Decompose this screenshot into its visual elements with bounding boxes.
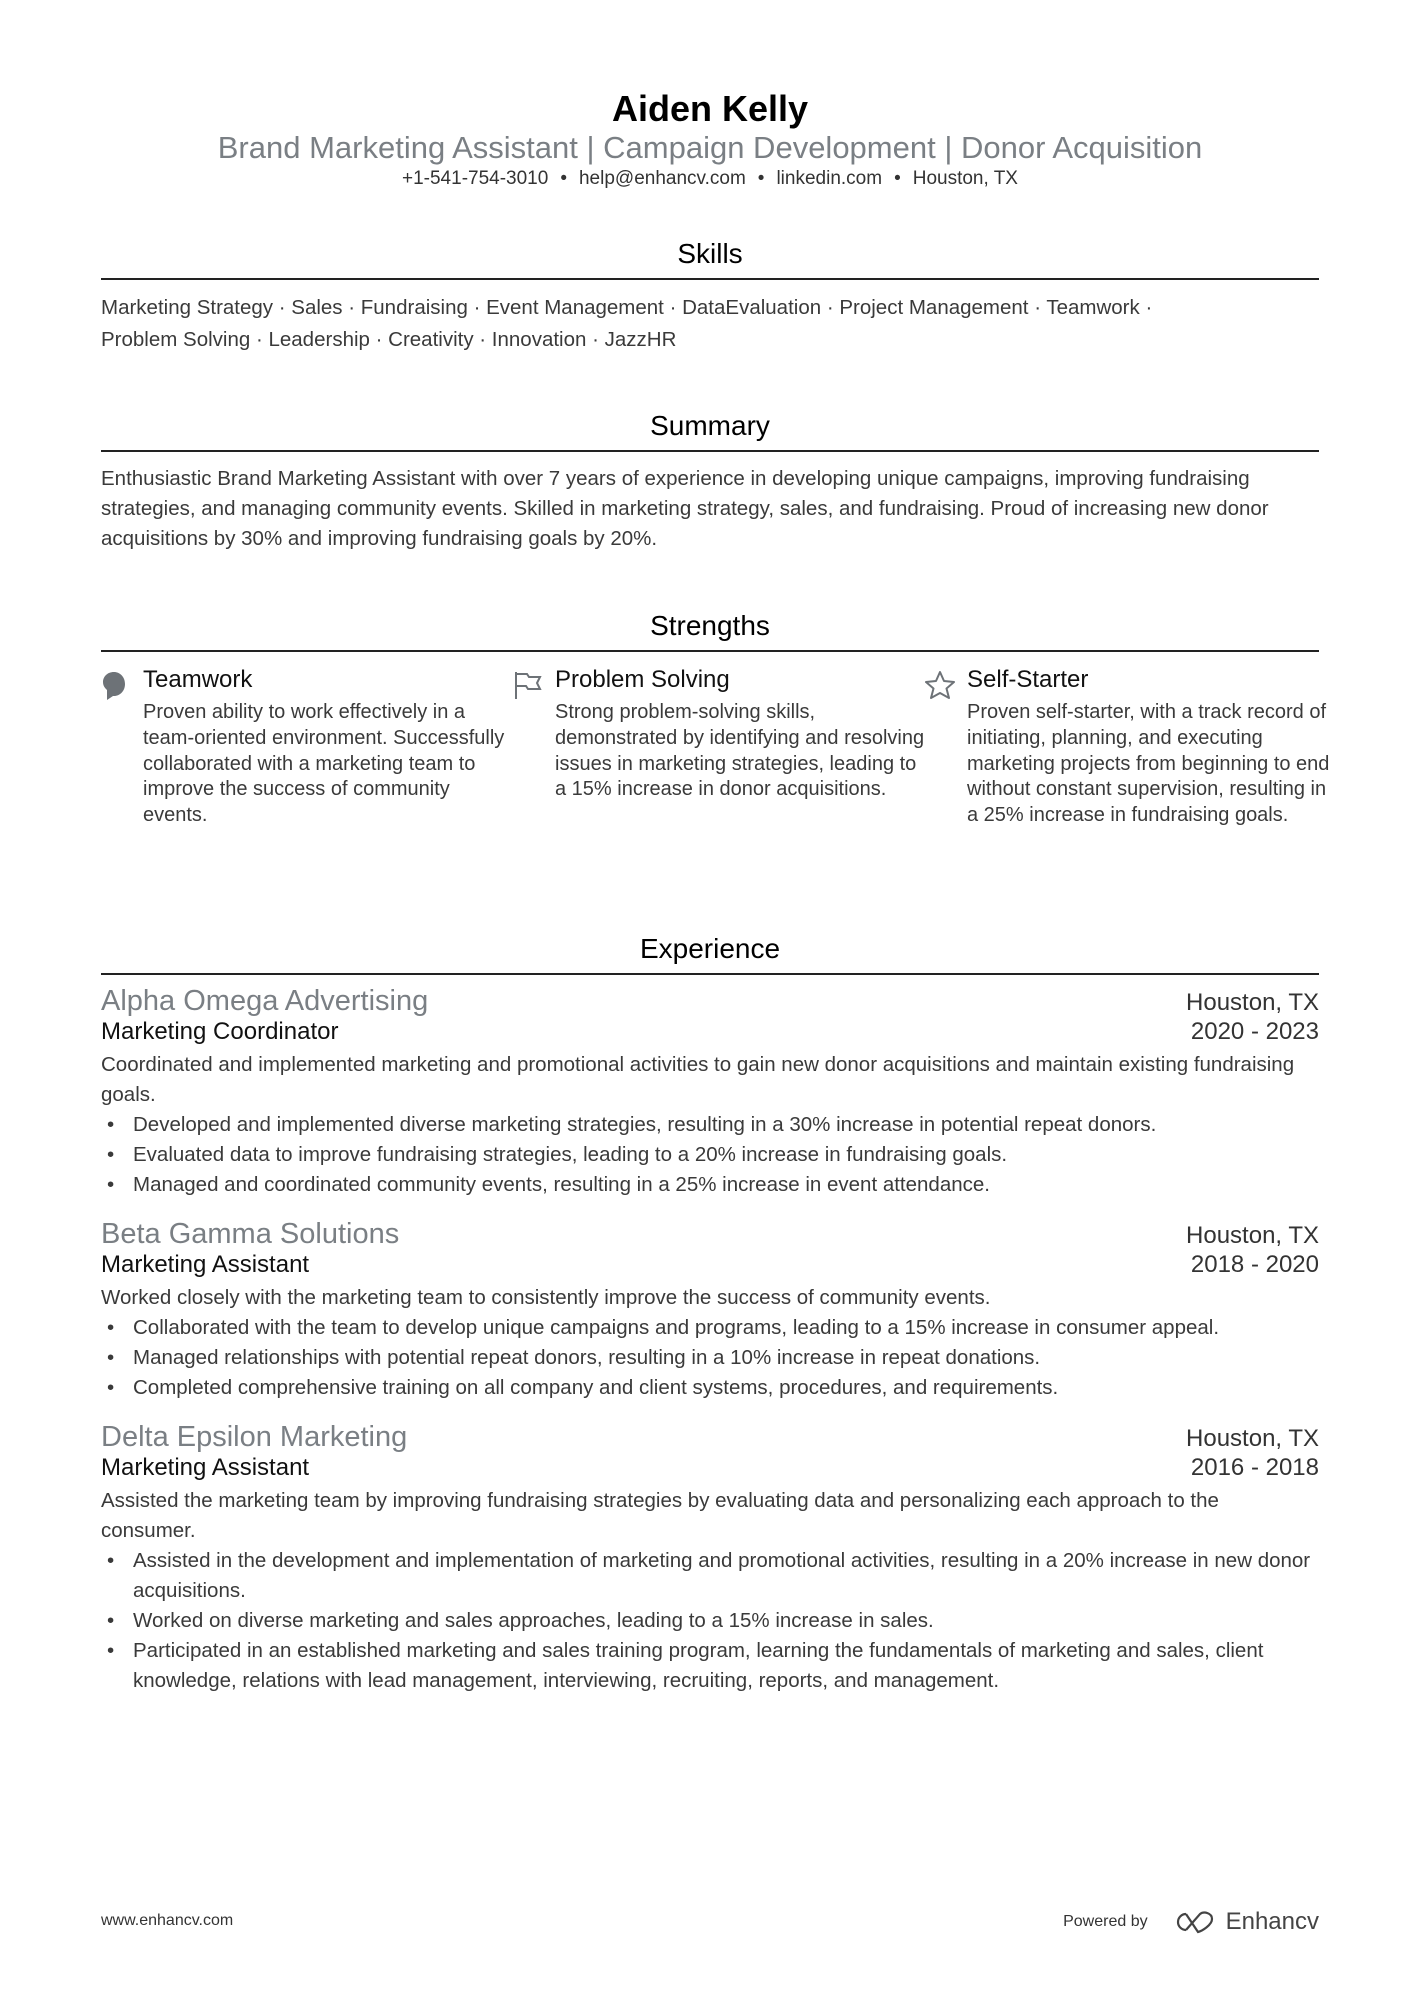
- job-entry: [101, 985, 1319, 1200]
- job-role: Marketing Assistant: [101, 1454, 310, 1481]
- strengths-section: [101, 610, 1330, 829]
- head-icon: [101, 666, 143, 829]
- section-title: Experience: [639, 933, 781, 964]
- job-location: Houston, TX: [1186, 989, 1319, 1016]
- job-role: Marketing Assistant: [101, 1251, 310, 1278]
- job-bullet: • Participated in an established marketing and sales training program, learning the fundamentals of marketing and sales, client knowledge, relations with lead management, interviewing, recruiting, reports, and management.: [101, 1636, 1319, 1696]
- strength-desc: Proven ability to work effectively in a team-oriented environment. Successfully collaborated with a marketing team to improve the success of community events.: [143, 701, 505, 827]
- location: Houston, TX: [912, 168, 1018, 189]
- website-link[interactable]: www.enhancv.com: [101, 1912, 234, 1929]
- enhancv-logo[interactable]: [1172, 1908, 1319, 1936]
- job-entry: [101, 1218, 1319, 1403]
- email-link[interactable]: help@enhancv.com: [578, 168, 746, 189]
- job-entry: [101, 1421, 1319, 1696]
- job-bullet: • Managed relationships with potential repeat donors, resulting in a 10% increase in repeat donations.: [101, 1343, 1319, 1373]
- job-description: Assisted the marketing team by improving fundraising strategies by evaluating data and personalizing each approach to the consumer.: [101, 1489, 1219, 1542]
- job-description: Worked closely with the marketing team to consistently improve the success of community events.: [101, 1286, 991, 1309]
- job-location: Houston, TX: [1186, 1222, 1319, 1249]
- strength-desc: Strong problem-solving skills, demonstrated by identifying and resolving issues in marketing strategies, leading to a 15% increase in donor acquisitions.: [555, 701, 925, 801]
- strength-title: Teamwork: [143, 666, 253, 693]
- section-title: Summary: [650, 410, 770, 441]
- strength-title: Self-Starter: [967, 666, 1089, 693]
- enhancv-logo-icon: [1172, 1910, 1218, 1934]
- job-bullet: • Evaluated data to improve fundraising strategies, leading to a 20% increase in fundraising goals.: [101, 1140, 1319, 1170]
- candidate-headline: Brand Marketing Assistant | Campaign Development | Donor Acquisition: [217, 130, 1203, 165]
- job-bullet: • Assisted in the development and implementation of marketing and promotional activities, resulting in a 20% increase in new donor acquisitions.: [101, 1546, 1319, 1606]
- job-bullet: • Completed comprehensive training on all company and client systems, procedures, and requirements.: [101, 1373, 1319, 1403]
- job-description: Coordinated and implemented marketing and promotional activities to gain new donor acquisitions and maintain existing fundraising goals.: [101, 1053, 1295, 1106]
- phone: +1-541-754-3010: [402, 168, 549, 189]
- job-bullet: • Managed and coordinated community events, resulting in a 25% increase in event attendance.: [101, 1170, 1319, 1200]
- linkedin-link[interactable]: linkedin.com: [776, 168, 883, 189]
- strength-item: [513, 666, 925, 829]
- strength-item: [925, 666, 1337, 829]
- job-dates: 2020 - 2023: [1190, 1018, 1319, 1045]
- contact-line: +1-541-754-3010 • help@enhancv.com • linkedin.com • Houston, TX: [402, 168, 1018, 189]
- job-bullet: • Developed and implemented diverse marketing strategies, resulting in a 30% increase in potential repeat donors.: [101, 1110, 1319, 1140]
- powered-by-label: Powered by: [1063, 1913, 1148, 1930]
- divider: [101, 450, 1319, 452]
- section-title: Skills: [677, 238, 743, 269]
- company-name: Alpha Omega Advertising: [101, 985, 429, 1017]
- strength-desc: Proven self-starter, with a track record of initiating, planning, and executing marketing projects from beginning to end without constant supervision, resulting in a 25% increase in fundraising goals.: [967, 701, 1330, 827]
- flag-icon: [513, 666, 555, 829]
- job-bullet: • Collaborated with the team to develop unique campaigns and programs, leading to a 15% increase in consumer appeal.: [101, 1313, 1319, 1343]
- summary-text: Enthusiastic Brand Marketing Assistant with over 7 years of experience in developing unique campaigns, improving fundraising strategies, and managing community events. Skilled in marketing strategy, sales, and fundraising. Proud of increasing new donor acquisitions by 30% and improving fundraising goals by 20%.: [101, 467, 1269, 550]
- strength-title: Problem Solving: [555, 666, 730, 693]
- job-dates: 2016 - 2018: [1190, 1454, 1319, 1481]
- job-bullet: • Worked on diverse marketing and sales approaches, leading to a 15% increase in sales.: [101, 1606, 1319, 1636]
- strength-item: [101, 666, 513, 829]
- divider: [101, 278, 1319, 280]
- skills-list: Marketing Strategy · Sales · Fundraising · Event Management · DataEvaluation · Project Management · Teamwork · Problem Solving · Leadership · Creativity · Innovation · JazzHR: [101, 296, 1153, 351]
- star-icon: [925, 666, 967, 829]
- job-location: Houston, TX: [1186, 1425, 1319, 1452]
- divider: [101, 973, 1319, 975]
- company-name: Beta Gamma Solutions: [101, 1218, 400, 1250]
- job-dates: 2018 - 2020: [1190, 1251, 1319, 1278]
- divider: [101, 650, 1319, 652]
- section-title: Strengths: [650, 610, 770, 641]
- candidate-name: Aiden Kelly: [611, 88, 809, 129]
- summary-section: [101, 410, 1319, 554]
- company-name: Delta Epsilon Marketing: [101, 1421, 408, 1453]
- footer: [101, 1908, 1319, 1935]
- skills-section: [101, 238, 1319, 356]
- experience-section: [101, 933, 1319, 1714]
- job-role: Marketing Coordinator: [101, 1018, 339, 1045]
- brand-name: Enhancv: [1225, 1908, 1319, 1935]
